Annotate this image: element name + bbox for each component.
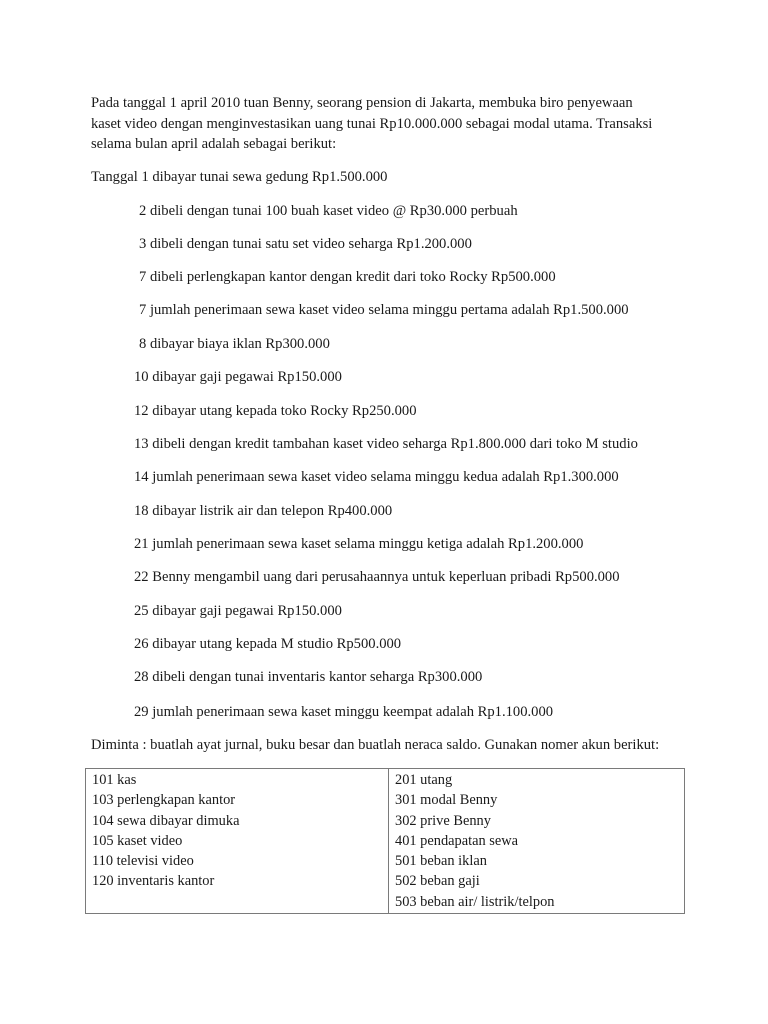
transaction-item: 10 dibayar gaji pegawai Rp150.000 <box>134 369 342 385</box>
account-item: 104 sewa dibayar dimuka <box>92 812 240 829</box>
transaction-item: 22 Benny mengambil uang dari perusahaannya untuk keperluan pribadi Rp500.000 <box>134 569 620 585</box>
account-item: 302 prive Benny <box>395 812 491 829</box>
account-item: 101 kas <box>92 772 137 788</box>
intro-line: Pada tanggal 1 april 2010 tuan Benny, seorang pension di Jakarta, membuka biro penyewaan <box>91 95 633 111</box>
transaction-item: 12 dibayar utang kepada toko Rocky Rp250.000 <box>134 403 417 419</box>
transaction-item: 26 dibayar utang kepada M studio Rp500.000 <box>134 636 402 652</box>
table-row <box>86 769 685 914</box>
account-item: 401 pendapatan sewa <box>395 832 519 849</box>
account-item: 502 beban gaji <box>395 873 480 890</box>
account-item: 110 televisi video <box>92 853 194 870</box>
instruction-text: Diminta : buatlah ayat jurnal, buku besar dan buatlah neraca saldo. Gunakan nomer akun berikut: <box>91 737 660 753</box>
transaction-item: 14 jumlah penerimaan sewa kaset video selama minggu kedua adalah Rp1.300.000 <box>134 469 619 485</box>
account-item: 501 beban iklan <box>395 853 487 870</box>
transaction-item: 29 jumlah penerimaan sewa kaset minggu keempat adalah Rp1.100.000 <box>134 704 554 720</box>
transaction-item: 13 dibeli dengan kredit tambahan kaset video seharga Rp1.800.000 dari toko M studio <box>134 436 638 452</box>
transaction-item: 28 dibeli dengan tunai inventaris kantor seharga Rp300.000 <box>134 669 483 685</box>
transaction-item: 7 dibeli perlengkapan kantor dengan kredit dari toko Rocky Rp500.000 <box>139 269 556 285</box>
asset-accounts-cell <box>86 769 389 914</box>
account-item: 105 kaset video <box>92 832 183 849</box>
transaction-item: 18 dibayar listrik air dan telepon Rp400.000 <box>134 503 393 519</box>
account-item: 301 modal Benny <box>395 792 498 809</box>
transaction-item: 3 dibeli dengan tunai satu set video seharga Rp1.200.000 <box>139 236 472 252</box>
intro-line: selama bulan april adalah sebagai berikut: <box>91 136 337 152</box>
liability-equity-accounts-cell <box>389 769 685 914</box>
intro-paragraph <box>91 93 691 155</box>
intro-line: kaset video dengan menginvestasikan uang tunai Rp10.000.000 sebagai modal utama. Transaksi <box>91 115 653 132</box>
transaction-item: 8 dibayar biaya iklan Rp300.000 <box>139 336 330 352</box>
account-item: 103 perlengkapan kantor <box>92 792 236 809</box>
transaction-item: 25 dibayar gaji pegawai Rp150.000 <box>134 603 342 619</box>
transaction-item: 7 jumlah penerimaan sewa kaset video selama minggu pertama adalah Rp1.500.000 <box>139 302 629 318</box>
transaction-item: 2 dibeli dengan tunai 100 buah kaset video @ Rp30.000 perbuah <box>139 203 518 219</box>
account-item: 503 beban air/ listrik/telpon <box>395 893 555 910</box>
account-number-table <box>85 768 685 914</box>
account-item: 120 inventaris kantor <box>92 873 215 890</box>
first-transaction: Tanggal 1 dibayar tunai sewa gedung Rp1.500.000 <box>91 169 388 185</box>
account-item: 201 utang <box>395 772 453 788</box>
transaction-item: 21 jumlah penerimaan sewa kaset selama minggu ketiga adalah Rp1.200.000 <box>134 536 584 552</box>
